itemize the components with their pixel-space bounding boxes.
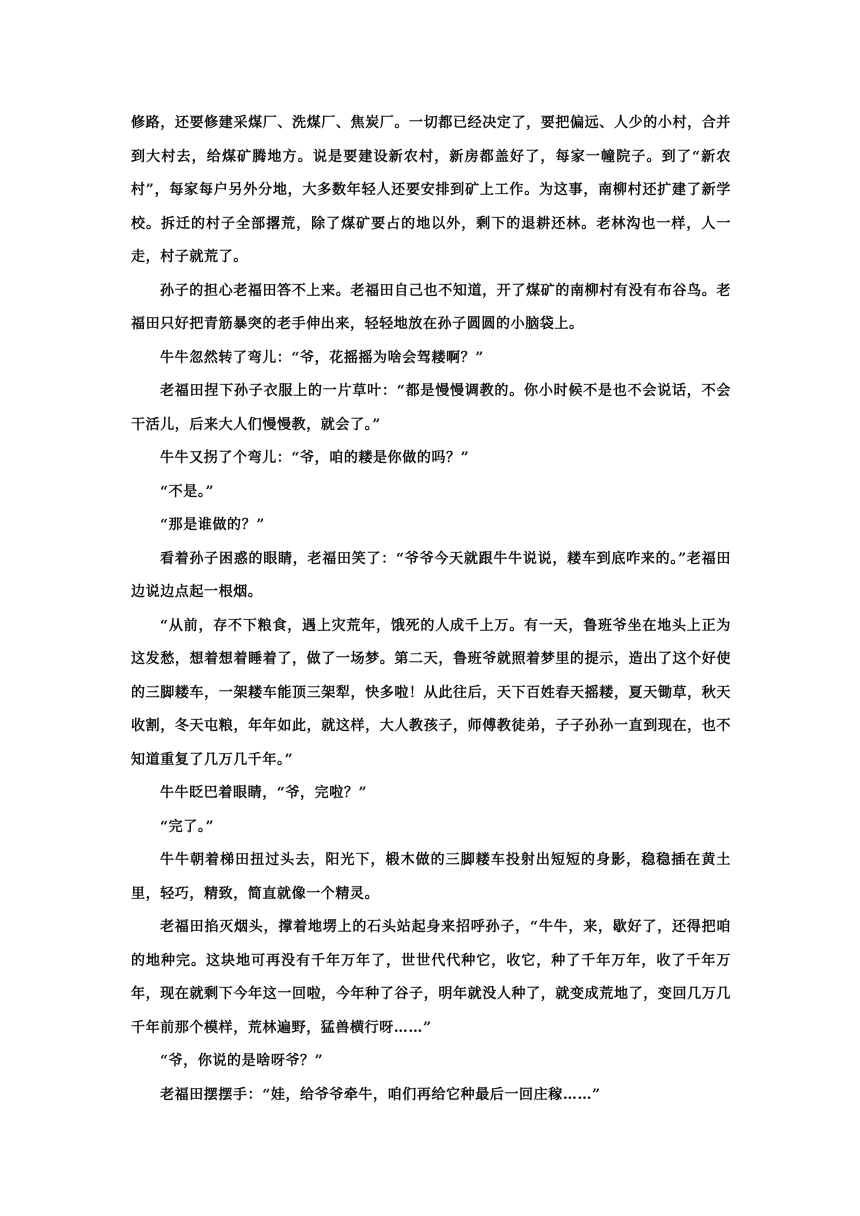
paragraph-12: 牛牛朝着梯田扭过头去，阳光下，椴木做的三脚耧车投射出短短的身影，稳稳插在黄土里，轻巧，精致，简直就像一个精灵。 [131, 852, 731, 902]
paragraph-8: 看着孙子困惑的眼睛，老福田笑了：“爷爷今天就跟牛牛说说，耧车到底咋来的。”老福田边说边点起一根烟。 [131, 550, 731, 600]
paragraph-11: “完了。” [160, 818, 215, 835]
paragraph-15: 老福田摆摆手：“娃，给爷爷牵牛，咱们再给它种最后一回庄稼……” [160, 1086, 601, 1103]
paragraph-10: 牛牛眨巴着眼睛，“爷，完啦？” [160, 785, 368, 801]
paragraph-14: “爷，你说的是啥呀爷？” [160, 1053, 324, 1069]
paragraph-6: “不是。” [160, 483, 215, 500]
paragraph-13: 老福田掐灭烟头，撑着地塄上的石头站起身来招呼孙子，“牛牛，来，歇好了，还得把咱的地种完。这块地可再没有千年万年了，世世代代种它，收它，种了千年万年，收了千年万年，现在就剩下今年这一回啦，今年种了谷子，明年就没人种了，就变成荒地了，变回几万几千年前那个模样，荒林遍野，猛兽横行呀……” [131, 919, 731, 1036]
paragraph-7: “那是谁做的？” [160, 517, 265, 533]
paragraph-5: 牛牛又拐了个弯儿：“爷，咱的耧是你做的吗？” [160, 450, 470, 466]
paragraph-2: 孙子的担心老福田答不上来。老福田自己也不知道，开了煤矿的南柳村有没有布谷鸟。老福田只好把青筋暴突的老手伸出来，轻轻地放在孙子圆圆的小脑袋上。 [131, 282, 731, 332]
paragraph-4: 老福田捏下孙子衣服上的一片草叶：“都是慢慢调教的。你小时候不是也不会说话，不会干活儿，后来大人们慢慢教，就会了。” [131, 383, 731, 433]
paragraph-1: 修路，还要修建采煤厂、洗煤厂、焦炭厂。一切都已经决定了，要把偏远、人少的小村，合并到大村去，给煤矿腾地方。说是要建设新农村，新房都盖好了，每家一幢院子。到了“新农村”，每家每户另外分地，大多数年轻人还要安排到矿上工作。为这事，南柳村还扩建了新学校。拆迁的村子全部撂荒，除了煤矿要占的地以外，剩下的退耕还林。老林沟也一样，人一走，村子就荒了。 [131, 115, 731, 265]
paragraph-9: “从前，存不下粮食，遇上灾荒年，饿死的人成千上万。有一天，鲁班爷坐在地头上正为这发愁，想着想着睡着了，做了一场梦。第二天，鲁班爷就照着梦里的提示，造出了这个好使的三脚耧车，一架耧车能顶三架犁，快多啦！从此往后，天下百姓春天摇耧，夏天锄草，秋天收割，冬天屯粮，年年如此，就这样，大人教孩子，师傅教徒弟，子子孙孙一直到现在，也不知道重复了几万几千年。” [131, 617, 731, 768]
story-text [131, 107, 731, 1112]
paragraph-3: 牛牛忽然转了弯儿：“爷，花摇摇为啥会驾耧啊？” [160, 349, 484, 366]
